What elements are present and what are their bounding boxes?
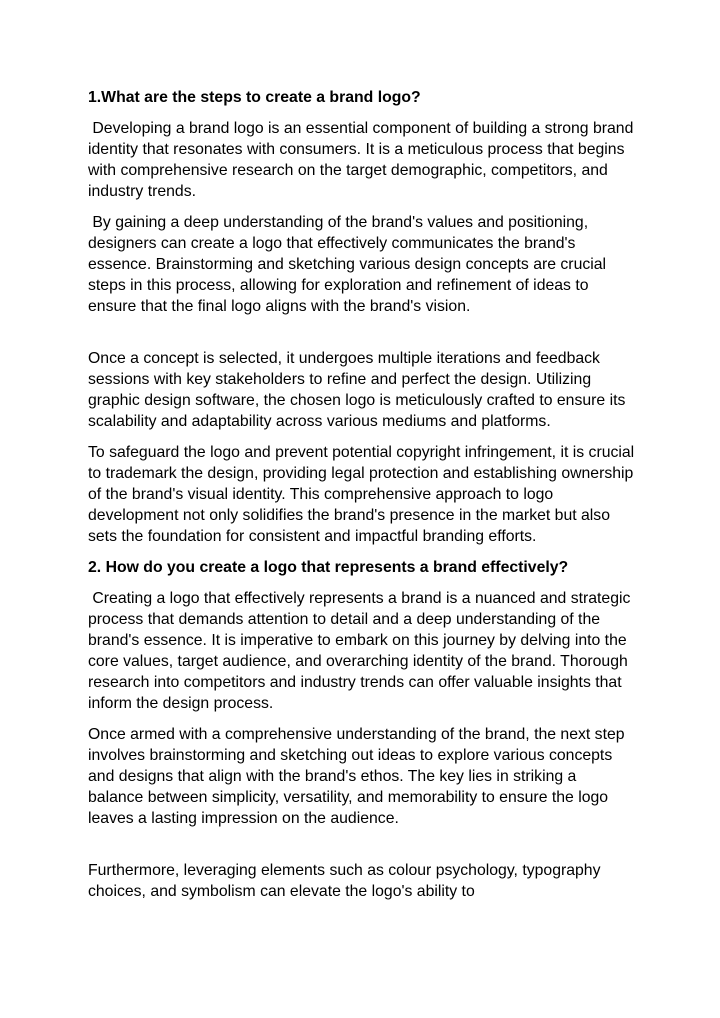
section-2-paragraph-2: Once armed with a comprehensive understanding of the brand, the next step involves brainstorming and sketching out ideas to explore various concepts and designs that align with the brand's ethos. The key lies in striking a balance between simplicity, versatility, and memorability to ensure the logo leaves a lasting impression on the audience.	[88, 726, 629, 827]
section-1-paragraph-4: To safeguard the logo and prevent potential copyright infringement, it is crucial to trademark the design, providing legal protection and establishing ownership of the brand's visual identity. This comprehensive approach to logo development not only solidifies the brand's presence in the market but also sets the foundation for consistent and impactful branding efforts.	[88, 444, 639, 545]
document-content	[88, 87, 639, 902]
section-1-paragraph-1: Developing a brand logo is an essential component of building a strong brand identity that resonates with consumers. It is a meticulous process that begins with comprehensive research on the target demographic, competitors, and industry trends.	[88, 120, 638, 200]
section-1-paragraph-3: Once a concept is selected, it undergoes multiple iterations and feedback sessions with key stakeholders to refine and perfect the design. Utilizing graphic design software, the chosen logo is meticulously crafted to ensure its scalability and adaptability across various mediums and platforms.	[88, 350, 630, 430]
section-2-heading: 2. How do you create a logo that represents a brand effectively?	[88, 559, 569, 576]
section-1-paragraph-2: By gaining a deep understanding of the brand's values and positioning, designers can create a logo that effectively communicates the brand's essence. Brainstorming and sketching various design concepts are crucial steps in this process, allowing for exploration and refinement of ideas to ensure that the final logo aligns with the brand's vision.	[88, 214, 611, 315]
section-2-paragraph-1: Creating a logo that effectively represents a brand is a nuanced and strategic process that demands attention to detail and a deep understanding of the brand's essence. It is imperative to embark on this journey by delving into the core values, target audience, and overarching identity of the brand. Thorough research into competitors and industry trends can offer valuable insights that inform the design process.	[88, 590, 635, 712]
section-2-paragraph-3: Furthermore, leveraging elements such as colour psychology, typography choices, and symbolism can elevate the logo's ability to	[88, 862, 605, 900]
section-1-heading: 1.What are the steps to create a brand logo?	[88, 89, 421, 106]
